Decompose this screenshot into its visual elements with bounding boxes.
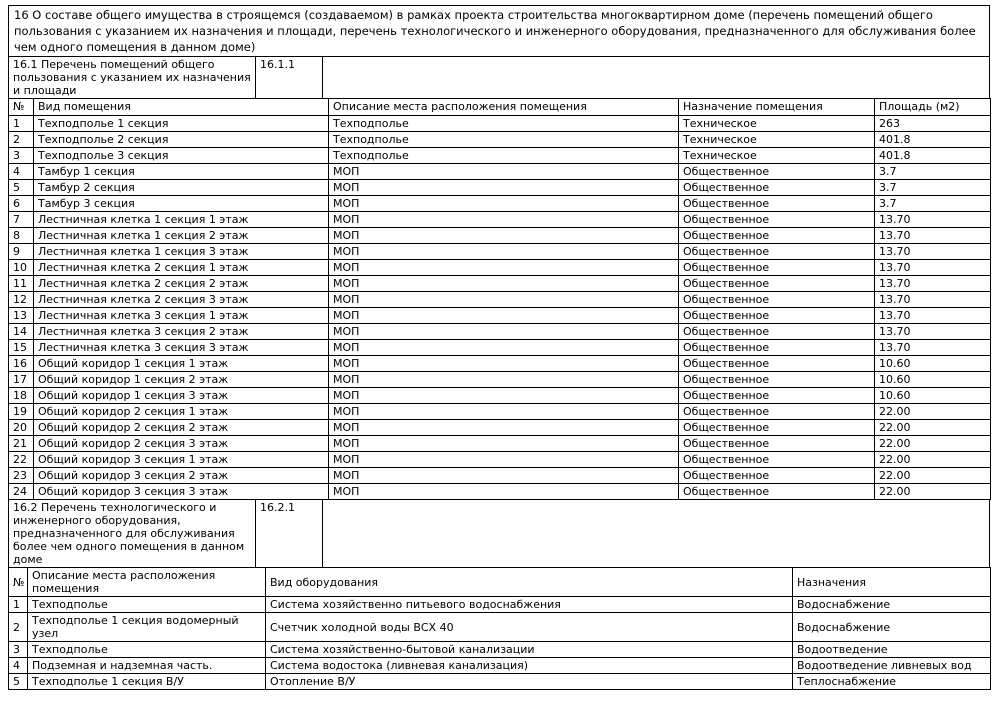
section-16-2-row xyxy=(9,500,990,568)
table-row xyxy=(9,420,991,436)
cell-area: 10.60 xyxy=(875,388,991,404)
table-row xyxy=(9,308,991,324)
rooms-col-area: Площадь (м2) xyxy=(875,99,991,116)
section-16-header xyxy=(8,5,990,57)
cell-area: 13.70 xyxy=(875,228,991,244)
table-row xyxy=(9,436,991,452)
cell-number: 8 xyxy=(9,228,34,244)
section-16-title: 16 О составе общего имущества в строящемся (создаваемом) в рамках проекта строительства многоквартирном доме (перечень помещений общего пользования с указанием их назначения и площади, перечень технологического и инженерного оборудования, предназначенного для обслуживания более чем одного помещения в данном доме) xyxy=(9,6,990,57)
cell-location: Техподполье xyxy=(329,148,679,164)
cell-location: МОП xyxy=(329,452,679,468)
cell-location: Техподполье xyxy=(329,132,679,148)
section-16-1-block xyxy=(8,56,990,99)
section-16-1-code: 16.1.1 xyxy=(256,57,323,99)
table-row xyxy=(9,613,991,642)
cell-number: 15 xyxy=(9,340,34,356)
cell-area: 13.70 xyxy=(875,260,991,276)
cell-room-type: Лестничная клетка 2 секция 1 этаж xyxy=(34,260,329,276)
cell-purpose: Водоснабжение xyxy=(793,613,991,642)
table-row xyxy=(9,674,991,690)
cell-purpose: Техническое xyxy=(679,148,875,164)
cell-area: 263 xyxy=(875,116,991,132)
cell-equipment-type: Система водостока (ливневая канализация) xyxy=(266,658,793,674)
cell-location: МОП xyxy=(329,420,679,436)
cell-room-type: Общий коридор 2 секция 1 этаж xyxy=(34,404,329,420)
table-row xyxy=(9,388,991,404)
cell-room-type: Лестничная клетка 3 секция 1 этаж xyxy=(34,308,329,324)
cell-room-type: Тамбур 1 секция xyxy=(34,164,329,180)
table-row xyxy=(9,468,991,484)
cell-equipment-type: Отопление В/У xyxy=(266,674,793,690)
cell-purpose: Общественное xyxy=(679,388,875,404)
cell-number: 6 xyxy=(9,196,34,212)
cell-number: 2 xyxy=(9,132,34,148)
cell-room-type: Лестничная клетка 2 секция 3 этаж xyxy=(34,292,329,308)
cell-room-type: Лестничная клетка 1 секция 2 этаж xyxy=(34,228,329,244)
rooms-col-purpose: Назначение помещения xyxy=(679,99,875,116)
cell-purpose: Общественное xyxy=(679,228,875,244)
cell-location: МОП xyxy=(329,244,679,260)
equipment-col-number: № xyxy=(9,568,28,597)
section-16-header-row xyxy=(9,6,990,57)
cell-location: МОП xyxy=(329,468,679,484)
cell-area: 401.8 xyxy=(875,132,991,148)
cell-purpose: Общественное xyxy=(679,292,875,308)
cell-number: 13 xyxy=(9,308,34,324)
cell-location: Техподполье xyxy=(28,597,266,613)
cell-location: МОП xyxy=(329,308,679,324)
cell-location: Подземная и надземная часть. xyxy=(28,658,266,674)
cell-number: 11 xyxy=(9,276,34,292)
equipment-table-header-row xyxy=(9,568,991,597)
table-row xyxy=(9,212,991,228)
cell-number: 9 xyxy=(9,244,34,260)
cell-location: МОП xyxy=(329,324,679,340)
cell-location: МОП xyxy=(329,180,679,196)
section-16-2-label: 16.2 Перечень технологического и инженерного оборудования, предназначенного для обслуживания более чем одного помещения в данном доме xyxy=(9,500,256,568)
cell-location: МОП xyxy=(329,164,679,180)
cell-purpose: Общественное xyxy=(679,340,875,356)
cell-purpose: Общественное xyxy=(679,484,875,500)
cell-equipment-type: Система хозяйственно-бытовой канализации xyxy=(266,642,793,658)
cell-purpose: Водоснабжение xyxy=(793,597,991,613)
cell-number: 2 xyxy=(9,613,28,642)
cell-purpose: Общественное xyxy=(679,404,875,420)
section-16-1-row xyxy=(9,57,990,99)
cell-number: 5 xyxy=(9,180,34,196)
cell-area: 13.70 xyxy=(875,212,991,228)
section-16-1-label: 16.1 Перечень помещений общего пользования с указанием их назначения и площади xyxy=(9,57,256,99)
cell-number: 20 xyxy=(9,420,34,436)
cell-number: 23 xyxy=(9,468,34,484)
cell-area: 3.7 xyxy=(875,196,991,212)
cell-location: МОП xyxy=(329,228,679,244)
cell-area: 10.60 xyxy=(875,372,991,388)
cell-purpose: Общественное xyxy=(679,180,875,196)
cell-number: 4 xyxy=(9,658,28,674)
cell-purpose: Общественное xyxy=(679,420,875,436)
cell-room-type: Лестничная клетка 3 секция 3 этаж xyxy=(34,340,329,356)
cell-room-type: Лестничная клетка 1 секция 3 этаж xyxy=(34,244,329,260)
cell-number: 10 xyxy=(9,260,34,276)
table-row xyxy=(9,597,991,613)
section-16-2-value xyxy=(323,500,990,568)
table-row xyxy=(9,148,991,164)
cell-purpose: Общественное xyxy=(679,308,875,324)
cell-location: МОП xyxy=(329,196,679,212)
cell-area: 22.00 xyxy=(875,468,991,484)
cell-location: МОП xyxy=(329,212,679,228)
cell-location: МОП xyxy=(329,292,679,308)
cell-purpose: Общественное xyxy=(679,452,875,468)
cell-number: 5 xyxy=(9,674,28,690)
equipment-table xyxy=(8,567,991,690)
cell-room-type: Общий коридор 2 секция 3 этаж xyxy=(34,436,329,452)
cell-purpose: Общественное xyxy=(679,356,875,372)
rooms-col-room-type: Вид помещения xyxy=(34,99,329,116)
cell-area: 22.00 xyxy=(875,484,991,500)
cell-area: 13.70 xyxy=(875,324,991,340)
cell-purpose: Водоотведение ливневых вод xyxy=(793,658,991,674)
equipment-col-location: Описание места расположения помещения xyxy=(28,568,266,597)
table-row xyxy=(9,484,991,500)
cell-area: 13.70 xyxy=(875,308,991,324)
cell-area: 401.8 xyxy=(875,148,991,164)
cell-room-type: Общий коридор 1 секция 2 этаж xyxy=(34,372,329,388)
cell-location: МОП xyxy=(329,388,679,404)
cell-area: 13.70 xyxy=(875,340,991,356)
rooms-col-number: № xyxy=(9,99,34,116)
table-row xyxy=(9,116,991,132)
cell-number: 12 xyxy=(9,292,34,308)
cell-number: 3 xyxy=(9,148,34,164)
cell-location: МОП xyxy=(329,276,679,292)
cell-room-type: Общий коридор 2 секция 2 этаж xyxy=(34,420,329,436)
cell-purpose: Общественное xyxy=(679,324,875,340)
cell-purpose: Общественное xyxy=(679,276,875,292)
cell-room-type: Техподполье 1 секция xyxy=(34,116,329,132)
cell-purpose: Общественное xyxy=(679,436,875,452)
cell-room-type: Лестничная клетка 2 секция 2 этаж xyxy=(34,276,329,292)
declaration-document xyxy=(8,5,990,690)
table-row xyxy=(9,340,991,356)
cell-number: 7 xyxy=(9,212,34,228)
cell-room-type: Тамбур 3 секция xyxy=(34,196,329,212)
cell-location: МОП xyxy=(329,356,679,372)
cell-number: 24 xyxy=(9,484,34,500)
cell-room-type: Общий коридор 1 секция 1 этаж xyxy=(34,356,329,372)
rooms-table-header-row xyxy=(9,99,991,116)
cell-room-type: Общий коридор 3 секция 3 этаж xyxy=(34,484,329,500)
cell-purpose: Водоотведение xyxy=(793,642,991,658)
cell-number: 14 xyxy=(9,324,34,340)
table-row xyxy=(9,244,991,260)
cell-number: 4 xyxy=(9,164,34,180)
cell-location: МОП xyxy=(329,436,679,452)
table-row xyxy=(9,180,991,196)
rooms-col-location: Описание места расположения помещения xyxy=(329,99,679,116)
cell-number: 18 xyxy=(9,388,34,404)
cell-area: 10.60 xyxy=(875,356,991,372)
cell-area: 3.7 xyxy=(875,180,991,196)
cell-purpose: Общественное xyxy=(679,212,875,228)
rooms-table xyxy=(8,98,991,500)
cell-number: 17 xyxy=(9,372,34,388)
table-row xyxy=(9,452,991,468)
cell-room-type: Техподполье 3 секция xyxy=(34,148,329,164)
table-row xyxy=(9,292,991,308)
cell-location: МОП xyxy=(329,404,679,420)
cell-purpose: Общественное xyxy=(679,196,875,212)
cell-purpose: Общественное xyxy=(679,372,875,388)
cell-purpose: Общественное xyxy=(679,468,875,484)
equipment-col-type: Вид оборудования xyxy=(266,568,793,597)
cell-location: МОП xyxy=(329,484,679,500)
table-row xyxy=(9,642,991,658)
table-row xyxy=(9,372,991,388)
cell-location: МОП xyxy=(329,372,679,388)
cell-number: 21 xyxy=(9,436,34,452)
cell-room-type: Техподполье 2 секция xyxy=(34,132,329,148)
cell-number: 22 xyxy=(9,452,34,468)
cell-number: 1 xyxy=(9,116,34,132)
cell-location: МОП xyxy=(329,340,679,356)
cell-purpose: Общественное xyxy=(679,260,875,276)
cell-location: Техподполье xyxy=(329,116,679,132)
cell-purpose: Теплоснабжение xyxy=(793,674,991,690)
cell-room-type: Лестничная клетка 1 секция 1 этаж xyxy=(34,212,329,228)
cell-number: 1 xyxy=(9,597,28,613)
cell-number: 16 xyxy=(9,356,34,372)
cell-location: Техподполье 1 секция В/У xyxy=(28,674,266,690)
cell-room-type: Общий коридор 3 секция 1 этаж xyxy=(34,452,329,468)
cell-location: МОП xyxy=(329,260,679,276)
table-row xyxy=(9,260,991,276)
table-row xyxy=(9,164,991,180)
table-row xyxy=(9,356,991,372)
cell-number: 19 xyxy=(9,404,34,420)
cell-location: Техподполье xyxy=(28,642,266,658)
cell-area: 13.70 xyxy=(875,292,991,308)
table-row xyxy=(9,276,991,292)
cell-area: 22.00 xyxy=(875,420,991,436)
cell-room-type: Тамбур 2 секция xyxy=(34,180,329,196)
table-row xyxy=(9,228,991,244)
cell-equipment-type: Система хозяйственно питьевого водоснабжения xyxy=(266,597,793,613)
cell-room-type: Общий коридор 1 секция 3 этаж xyxy=(34,388,329,404)
cell-purpose: Техническое xyxy=(679,132,875,148)
cell-number: 3 xyxy=(9,642,28,658)
cell-purpose: Общественное xyxy=(679,244,875,260)
table-row xyxy=(9,658,991,674)
cell-purpose: Техническое xyxy=(679,116,875,132)
cell-equipment-type: Счетчик холодной воды ВСХ 40 xyxy=(266,613,793,642)
cell-area: 22.00 xyxy=(875,436,991,452)
section-16-1-value xyxy=(323,57,990,99)
section-16-2-block xyxy=(8,499,990,568)
table-row xyxy=(9,324,991,340)
cell-area: 13.70 xyxy=(875,244,991,260)
equipment-col-purpose: Назначения xyxy=(793,568,991,597)
cell-area: 22.00 xyxy=(875,404,991,420)
cell-area: 3.7 xyxy=(875,164,991,180)
section-16-2-code: 16.2.1 xyxy=(256,500,323,568)
cell-location: Техподполье 1 секция водомерный узел xyxy=(28,613,266,642)
table-row xyxy=(9,404,991,420)
cell-room-type: Лестничная клетка 3 секция 2 этаж xyxy=(34,324,329,340)
table-row xyxy=(9,196,991,212)
cell-area: 13.70 xyxy=(875,276,991,292)
cell-room-type: Общий коридор 3 секция 2 этаж xyxy=(34,468,329,484)
cell-purpose: Общественное xyxy=(679,164,875,180)
cell-area: 22.00 xyxy=(875,452,991,468)
table-row xyxy=(9,132,991,148)
